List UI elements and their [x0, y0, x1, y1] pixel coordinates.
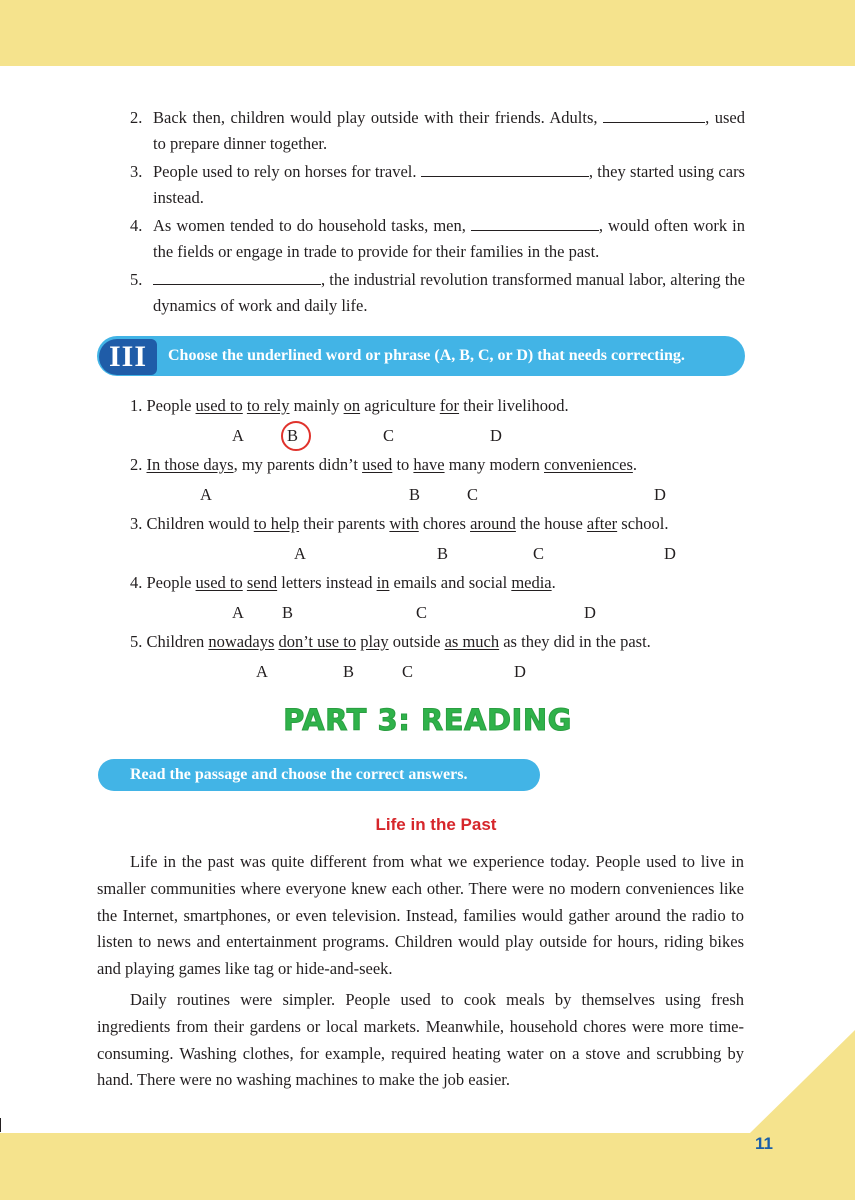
label-b[interactable]: B	[282, 603, 294, 622]
label-d[interactable]: D	[664, 544, 676, 563]
passage-paragraph-1: Life in the past was quite different from what we experience today. People used to live in smaller communities where everyone knew each other. There were no modern conveniences like the Internet, smartphones, or even television. Instead, families would gather around the radio to listen to news and entertainment programs. Children would play outside for hours, riding bikes and playing games like tag or hide-and-seek.	[97, 852, 744, 979]
q-text: school.	[617, 514, 669, 533]
label-d[interactable]: D	[654, 485, 666, 504]
footer-band	[0, 1133, 855, 1200]
item-number: 4.	[130, 216, 143, 235]
option-a-text[interactable]: used to	[195, 573, 243, 592]
option-d-text[interactable]: after	[586, 514, 618, 533]
option-a-text[interactable]: nowadays	[208, 632, 275, 651]
label-b[interactable]: B	[287, 426, 299, 445]
question-1	[130, 395, 569, 417]
fill-item-4	[130, 213, 745, 265]
answer-blank[interactable]	[153, 270, 321, 285]
q-text: People	[146, 396, 196, 415]
q-number: 4.	[130, 573, 143, 592]
fill-item-5	[130, 267, 745, 319]
header-band	[0, 0, 855, 66]
q-text: Children would	[146, 514, 254, 533]
q-text: chores	[418, 514, 471, 533]
corner-decoration	[750, 1030, 855, 1133]
page-number: 11	[755, 1134, 773, 1153]
option-b-text[interactable]: with	[389, 514, 419, 533]
label-c[interactable]: C	[467, 485, 479, 504]
q-text: , my parents didn’t	[233, 455, 363, 474]
q-text: to	[392, 455, 414, 474]
q-text: the house	[515, 514, 587, 533]
item-text: , used to prepare dinner together.	[153, 108, 745, 153]
section-number: III	[99, 339, 157, 375]
q-text: emails and social	[389, 573, 512, 592]
option-c-text[interactable]: in	[376, 573, 390, 592]
fill-item-3	[130, 159, 745, 211]
item-number: 5.	[130, 270, 143, 289]
label-a[interactable]: A	[200, 485, 212, 504]
q-text: People	[146, 573, 196, 592]
question-2	[130, 454, 637, 476]
option-c-text[interactable]: around	[470, 514, 516, 533]
q-number: 3.	[130, 514, 143, 533]
q-text: their livelihood.	[459, 396, 569, 415]
q-number: 2.	[130, 455, 143, 474]
label-a[interactable]: A	[232, 426, 244, 445]
answer-blank[interactable]	[471, 216, 599, 231]
label-d[interactable]: D	[514, 662, 526, 681]
item-text: , they started using cars instead.	[153, 162, 745, 207]
item-text: People used to rely on horses for travel.	[153, 162, 417, 181]
q-text: Children	[146, 632, 209, 651]
answer-blank[interactable]	[421, 162, 589, 177]
option-b-text[interactable]: to rely	[246, 396, 290, 415]
option-c-text[interactable]: play	[360, 632, 389, 651]
option-d-text[interactable]: as much	[444, 632, 500, 651]
q-text: outside	[388, 632, 445, 651]
option-d-text[interactable]: conveniences	[544, 455, 633, 474]
question-3	[130, 513, 669, 535]
label-b[interactable]: B	[437, 544, 449, 563]
item-number: 2.	[130, 108, 143, 127]
label-c[interactable]: C	[402, 662, 414, 681]
fill-item-2	[130, 105, 745, 157]
q-text: .	[632, 455, 637, 474]
passage-paragraph-2: Daily routines were simpler. People used to cook meals by themselves using fresh ingredients from their gardens or local markets. Meanwhile, household chores were more time-consuming. Washing clothes, for example, required heating water on a stove and scrubbing by hand. There were no washing machines to make the job easier.	[97, 990, 744, 1090]
option-a-text[interactable]: used to	[195, 396, 243, 415]
item-text: , the industrial revolution transformed manual labor, altering the dynamics of work and daily life.	[153, 270, 745, 315]
option-a-text[interactable]: to help	[253, 514, 300, 533]
option-c-text[interactable]: have	[413, 455, 445, 474]
label-c[interactable]: C	[383, 426, 395, 445]
passage-title: Life in the Past	[375, 815, 497, 834]
label-b[interactable]: B	[343, 662, 355, 681]
q-number: 5.	[130, 632, 143, 651]
part-title: PART 3: READING	[283, 703, 572, 737]
option-b-text[interactable]: used	[362, 455, 393, 474]
item-number: 3.	[130, 162, 143, 181]
answer-blank[interactable]	[603, 108, 705, 123]
reading-instruction: Read the passage and choose the correct answers.	[130, 766, 468, 783]
option-d-text[interactable]: for	[439, 396, 460, 415]
q-number: 1.	[130, 396, 143, 415]
label-c[interactable]: C	[416, 603, 428, 622]
q-text: .	[551, 573, 556, 592]
label-d[interactable]: D	[584, 603, 596, 622]
option-c-text[interactable]: on	[343, 396, 361, 415]
margin-mark	[0, 1118, 1, 1132]
option-b-text[interactable]: don’t use to	[278, 632, 357, 651]
label-a[interactable]: A	[294, 544, 306, 563]
section-instruction: Choose the underlined word or phrase (A, B, C, or D) that needs correcting.	[168, 347, 685, 364]
q-text: many modern	[444, 455, 544, 474]
label-d[interactable]: D	[490, 426, 502, 445]
option-d-text[interactable]: media	[511, 573, 552, 592]
q-text: as they did in the past.	[499, 632, 651, 651]
option-a-text[interactable]: In those days	[146, 455, 234, 474]
question-4	[130, 572, 556, 594]
option-b-text[interactable]: send	[246, 573, 278, 592]
label-c[interactable]: C	[533, 544, 545, 563]
item-text: Back then, children would play outside with their friends. Adults,	[153, 108, 598, 127]
label-b[interactable]: B	[409, 485, 421, 504]
q-text: letters instead	[277, 573, 377, 592]
question-5	[130, 631, 651, 653]
q-text: their parents	[299, 514, 390, 533]
q-text: mainly	[289, 396, 344, 415]
item-text: As women tended to do household tasks, men,	[153, 216, 466, 235]
item-text: , would often work in the fields or engage in trade to provide for their families in the past.	[153, 216, 745, 261]
label-a[interactable]: A	[232, 603, 244, 622]
q-text: agriculture	[360, 396, 440, 415]
label-a[interactable]: A	[256, 662, 268, 681]
